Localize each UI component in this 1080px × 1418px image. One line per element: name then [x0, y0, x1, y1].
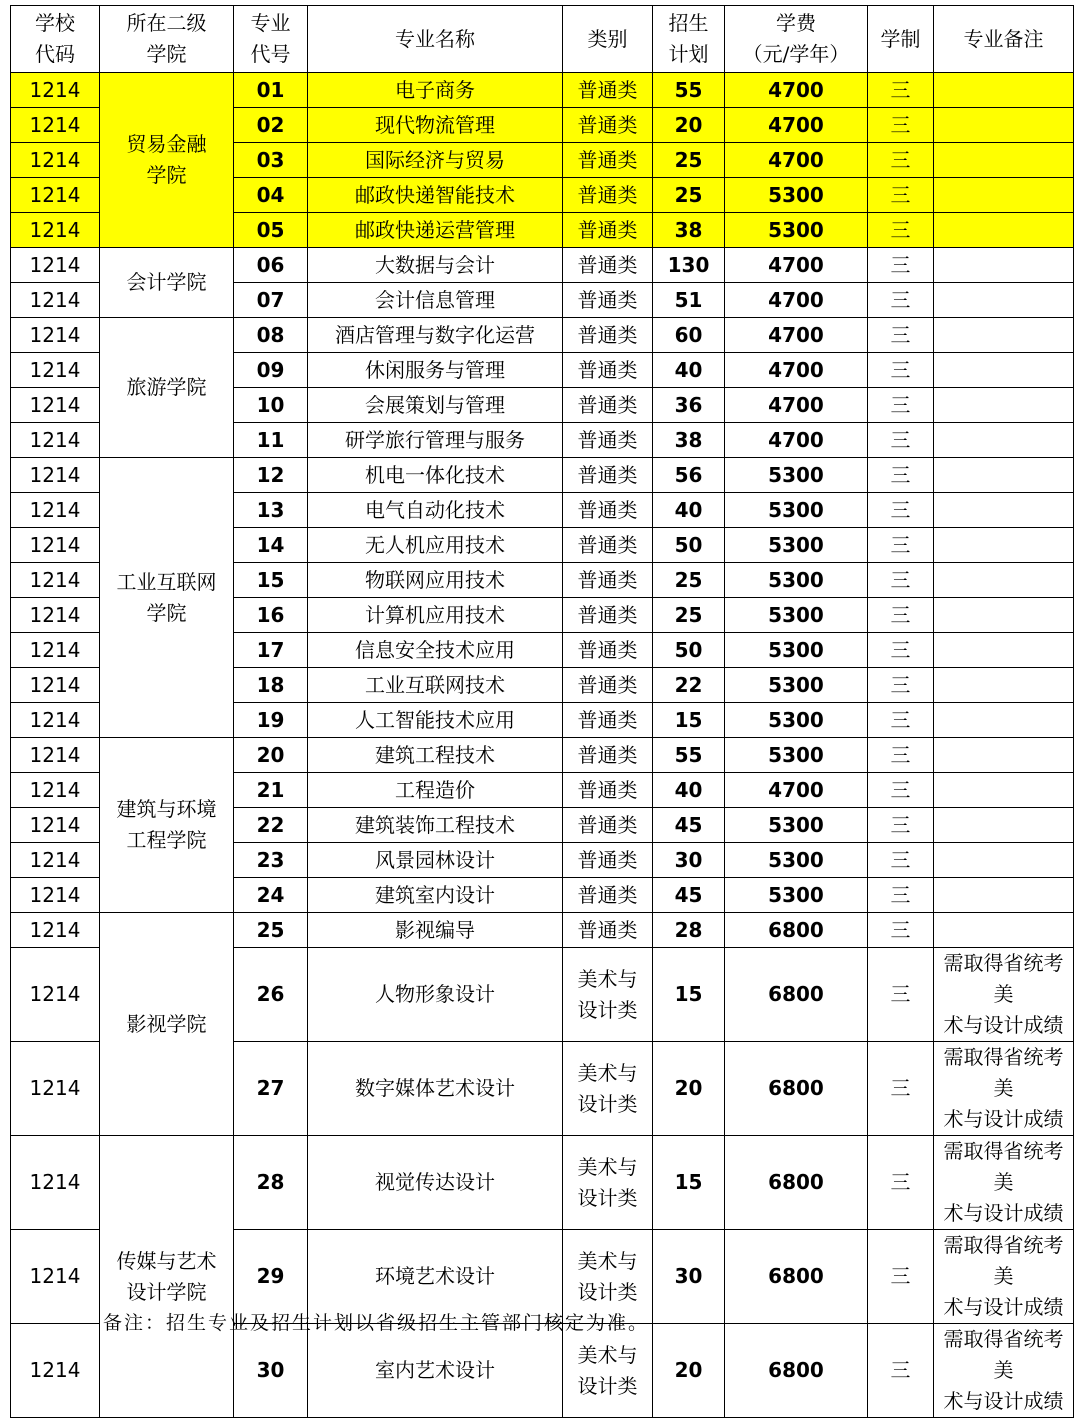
- duration-cell: 三: [868, 913, 934, 948]
- school-code-cell: 1214: [11, 703, 100, 738]
- duration-cell: 三: [868, 948, 934, 1042]
- plan-cell: 20: [653, 108, 725, 143]
- college-cell: 建筑与环境 工程学院: [100, 738, 234, 913]
- major-code-cell: 27: [234, 1042, 308, 1136]
- school-code-cell: 1214: [11, 598, 100, 633]
- major-code-cell: 29: [234, 1230, 308, 1324]
- duration-cell: 三: [868, 318, 934, 353]
- major-code-cell: 11: [234, 423, 308, 458]
- plan-cell: 15: [653, 703, 725, 738]
- major-name-cell: 环境艺术设计: [308, 1230, 563, 1324]
- school-code-cell: 1214: [11, 353, 100, 388]
- major-code-cell: 21: [234, 773, 308, 808]
- major-name-cell: 建筑工程技术: [308, 738, 563, 773]
- category-cell: 美术与 设计类: [563, 948, 653, 1042]
- school-code-cell: 1214: [11, 528, 100, 563]
- duration-cell: 三: [868, 283, 934, 318]
- category-cell: 普通类: [563, 178, 653, 213]
- tuition-cell: 4700: [725, 143, 868, 178]
- tuition-cell: 4700: [725, 423, 868, 458]
- remark-cell: [934, 738, 1074, 773]
- college-cell: 传媒与艺术 设计学院: [100, 1136, 234, 1418]
- school-code-cell: 1214: [11, 1324, 100, 1418]
- school-code-cell: 1214: [11, 878, 100, 913]
- major-code-cell: 07: [234, 283, 308, 318]
- major-code-cell: 24: [234, 878, 308, 913]
- remark-cell: [934, 808, 1074, 843]
- major-name-cell: 信息安全技术应用: [308, 633, 563, 668]
- major-code-cell: 25: [234, 913, 308, 948]
- table-row: [11, 318, 1074, 353]
- major-name-cell: 研学旅行管理与服务: [308, 423, 563, 458]
- remark-cell: [934, 423, 1074, 458]
- remark-cell: [934, 143, 1074, 178]
- major-name-cell: 邮政快递智能技术: [308, 178, 563, 213]
- plan-cell: 30: [653, 843, 725, 878]
- tuition-cell: 4700: [725, 73, 868, 108]
- school-code-cell: 1214: [11, 913, 100, 948]
- tuition-cell: 5300: [725, 703, 868, 738]
- remark-cell: [934, 703, 1074, 738]
- duration-cell: 三: [868, 353, 934, 388]
- category-cell: 普通类: [563, 458, 653, 493]
- plan-cell: 50: [653, 633, 725, 668]
- major-name-cell: 建筑装饰工程技术: [308, 808, 563, 843]
- admissions-table: [10, 5, 1074, 1418]
- school-code-cell: 1214: [11, 213, 100, 248]
- header-school-code: 学校 代码: [11, 6, 100, 73]
- remark-cell: 需取得省统考美 术与设计成绩: [934, 1324, 1074, 1418]
- duration-cell: 三: [868, 143, 934, 178]
- tuition-cell: 6800: [725, 1230, 868, 1324]
- category-cell: 普通类: [563, 633, 653, 668]
- tuition-cell: 4700: [725, 108, 868, 143]
- tuition-cell: 4700: [725, 353, 868, 388]
- duration-cell: 三: [868, 738, 934, 773]
- category-cell: 普通类: [563, 528, 653, 563]
- remark-cell: [934, 388, 1074, 423]
- remark-cell: [934, 73, 1074, 108]
- duration-cell: 三: [868, 248, 934, 283]
- school-code-cell: 1214: [11, 1136, 100, 1230]
- remark-cell: [934, 528, 1074, 563]
- tuition-cell: 5300: [725, 493, 868, 528]
- header-major-name: 专业名称: [308, 6, 563, 73]
- major-name-cell: 电子商务: [308, 73, 563, 108]
- plan-cell: 15: [653, 948, 725, 1042]
- school-code-cell: 1214: [11, 73, 100, 108]
- tuition-cell: 5300: [725, 598, 868, 633]
- plan-cell: 38: [653, 213, 725, 248]
- major-code-cell: 16: [234, 598, 308, 633]
- category-cell: 普通类: [563, 913, 653, 948]
- major-code-cell: 09: [234, 353, 308, 388]
- major-code-cell: 03: [234, 143, 308, 178]
- tuition-cell: 5300: [725, 843, 868, 878]
- category-cell: 普通类: [563, 703, 653, 738]
- duration-cell: 三: [868, 843, 934, 878]
- major-name-cell: 机电一体化技术: [308, 458, 563, 493]
- plan-cell: 36: [653, 388, 725, 423]
- category-cell: 普通类: [563, 108, 653, 143]
- category-cell: 普通类: [563, 808, 653, 843]
- major-name-cell: 视觉传达设计: [308, 1136, 563, 1230]
- school-code-cell: 1214: [11, 738, 100, 773]
- duration-cell: 三: [868, 598, 934, 633]
- header-plan: 招生 计划: [653, 6, 725, 73]
- remark-cell: 需取得省统考美 术与设计成绩: [934, 948, 1074, 1042]
- college-cell: 贸易金融 学院: [100, 73, 234, 248]
- plan-cell: 40: [653, 353, 725, 388]
- header-tuition: 学费 （元/学年）: [725, 6, 868, 73]
- plan-cell: 40: [653, 493, 725, 528]
- remark-cell: [934, 493, 1074, 528]
- major-code-cell: 05: [234, 213, 308, 248]
- duration-cell: 三: [868, 108, 934, 143]
- remark-cell: [934, 913, 1074, 948]
- plan-cell: 20: [653, 1042, 725, 1136]
- table-body: [11, 73, 1074, 1418]
- category-cell: 普通类: [563, 493, 653, 528]
- category-cell: 普通类: [563, 563, 653, 598]
- remark-cell: 需取得省统考美 术与设计成绩: [934, 1230, 1074, 1324]
- category-cell: 普通类: [563, 388, 653, 423]
- major-code-cell: 06: [234, 248, 308, 283]
- school-code-cell: 1214: [11, 1042, 100, 1136]
- major-name-cell: 数字媒体艺术设计: [308, 1042, 563, 1136]
- plan-cell: 60: [653, 318, 725, 353]
- tuition-cell: 4700: [725, 318, 868, 353]
- major-code-cell: 02: [234, 108, 308, 143]
- duration-cell: 三: [868, 178, 934, 213]
- remark-cell: [934, 318, 1074, 353]
- school-code-cell: 1214: [11, 248, 100, 283]
- category-cell: 美术与 设计类: [563, 1230, 653, 1324]
- header-college: 所在二级 学院: [100, 6, 234, 73]
- tuition-cell: 5300: [725, 738, 868, 773]
- tuition-cell: 5300: [725, 633, 868, 668]
- duration-cell: 三: [868, 668, 934, 703]
- table-row: [11, 913, 1074, 948]
- remark-cell: [934, 178, 1074, 213]
- category-cell: 普通类: [563, 423, 653, 458]
- tuition-cell: 5300: [725, 178, 868, 213]
- tuition-cell: 5300: [725, 458, 868, 493]
- category-cell: 普通类: [563, 213, 653, 248]
- remark-cell: [934, 843, 1074, 878]
- plan-cell: 28: [653, 913, 725, 948]
- remark-cell: [934, 248, 1074, 283]
- duration-cell: 三: [868, 528, 934, 563]
- major-code-cell: 19: [234, 703, 308, 738]
- category-cell: 普通类: [563, 248, 653, 283]
- major-name-cell: 无人机应用技术: [308, 528, 563, 563]
- category-cell: 普通类: [563, 143, 653, 178]
- table-row: [11, 73, 1074, 108]
- tuition-cell: 5300: [725, 808, 868, 843]
- school-code-cell: 1214: [11, 388, 100, 423]
- category-cell: 普通类: [563, 668, 653, 703]
- school-code-cell: 1214: [11, 108, 100, 143]
- major-name-cell: 酒店管理与数字化运营: [308, 318, 563, 353]
- plan-cell: 25: [653, 178, 725, 213]
- plan-cell: 51: [653, 283, 725, 318]
- duration-cell: 三: [868, 1230, 934, 1324]
- tuition-cell: 5300: [725, 213, 868, 248]
- remark-cell: [934, 668, 1074, 703]
- tuition-cell: 6800: [725, 1042, 868, 1136]
- duration-cell: 三: [868, 773, 934, 808]
- major-name-cell: 室内艺术设计: [308, 1324, 563, 1418]
- school-code-cell: 1214: [11, 808, 100, 843]
- school-code-cell: 1214: [11, 318, 100, 353]
- remark-cell: [934, 773, 1074, 808]
- school-code-cell: 1214: [11, 283, 100, 318]
- major-name-cell: 建筑室内设计: [308, 878, 563, 913]
- table-row: [11, 738, 1074, 773]
- tuition-cell: 5300: [725, 878, 868, 913]
- duration-cell: 三: [868, 458, 934, 493]
- major-name-cell: 会计信息管理: [308, 283, 563, 318]
- school-code-cell: 1214: [11, 843, 100, 878]
- major-code-cell: 17: [234, 633, 308, 668]
- duration-cell: 三: [868, 493, 934, 528]
- header-row: [11, 6, 1074, 73]
- major-name-cell: 工程造价: [308, 773, 563, 808]
- major-code-cell: 13: [234, 493, 308, 528]
- school-code-cell: 1214: [11, 773, 100, 808]
- major-name-cell: 休闲服务与管理: [308, 353, 563, 388]
- tuition-cell: 4700: [725, 773, 868, 808]
- category-cell: 普通类: [563, 318, 653, 353]
- school-code-cell: 1214: [11, 178, 100, 213]
- plan-cell: 50: [653, 528, 725, 563]
- major-name-cell: 会展策划与管理: [308, 388, 563, 423]
- category-cell: 普通类: [563, 73, 653, 108]
- plan-cell: 30: [653, 1230, 725, 1324]
- remark-cell: [934, 283, 1074, 318]
- major-name-cell: 计算机应用技术: [308, 598, 563, 633]
- tuition-cell: 6800: [725, 913, 868, 948]
- major-name-cell: 人物形象设计: [308, 948, 563, 1042]
- duration-cell: 三: [868, 1136, 934, 1230]
- remark-cell: [934, 563, 1074, 598]
- plan-cell: 25: [653, 563, 725, 598]
- table-row: [11, 458, 1074, 493]
- remark-cell: 需取得省统考美 术与设计成绩: [934, 1042, 1074, 1136]
- remark-cell: [934, 598, 1074, 633]
- school-code-cell: 1214: [11, 633, 100, 668]
- major-name-cell: 风景园林设计: [308, 843, 563, 878]
- major-code-cell: 10: [234, 388, 308, 423]
- category-cell: 普通类: [563, 773, 653, 808]
- header-major-code: 专业 代号: [234, 6, 308, 73]
- tuition-cell: 5300: [725, 668, 868, 703]
- header-remark: 专业备注: [934, 6, 1074, 73]
- school-code-cell: 1214: [11, 563, 100, 598]
- plan-cell: 22: [653, 668, 725, 703]
- duration-cell: 三: [868, 633, 934, 668]
- plan-cell: 130: [653, 248, 725, 283]
- tuition-cell: 4700: [725, 248, 868, 283]
- header-duration: 学制: [868, 6, 934, 73]
- school-code-cell: 1214: [11, 668, 100, 703]
- remark-cell: 需取得省统考美 术与设计成绩: [934, 1136, 1074, 1230]
- header-category: 类别: [563, 6, 653, 73]
- major-code-cell: 28: [234, 1136, 308, 1230]
- college-cell: 旅游学院: [100, 318, 234, 458]
- table-row: [11, 248, 1074, 283]
- plan-cell: 45: [653, 808, 725, 843]
- category-cell: 美术与 设计类: [563, 1042, 653, 1136]
- category-cell: 普通类: [563, 738, 653, 773]
- major-name-cell: 现代物流管理: [308, 108, 563, 143]
- tuition-cell: 6800: [725, 1136, 868, 1230]
- college-cell: 工业互联网 学院: [100, 458, 234, 738]
- plan-cell: 45: [653, 878, 725, 913]
- school-code-cell: 1214: [11, 948, 100, 1042]
- tuition-cell: 6800: [725, 1324, 868, 1418]
- major-code-cell: 15: [234, 563, 308, 598]
- duration-cell: 三: [868, 1324, 934, 1418]
- plan-cell: 55: [653, 738, 725, 773]
- plan-cell: 56: [653, 458, 725, 493]
- duration-cell: 三: [868, 703, 934, 738]
- major-name-cell: 工业互联网技术: [308, 668, 563, 703]
- college-cell: 影视学院: [100, 913, 234, 1136]
- school-code-cell: 1214: [11, 493, 100, 528]
- remark-cell: [934, 213, 1074, 248]
- footnote: 备注：招生专业及招生计划以省级招生主管部门核定为准。: [103, 1312, 650, 1334]
- major-code-cell: 12: [234, 458, 308, 493]
- plan-cell: 40: [653, 773, 725, 808]
- major-code-cell: 08: [234, 318, 308, 353]
- major-code-cell: 23: [234, 843, 308, 878]
- plan-cell: 55: [653, 73, 725, 108]
- remark-cell: [934, 353, 1074, 388]
- tuition-cell: 4700: [725, 388, 868, 423]
- major-code-cell: 26: [234, 948, 308, 1042]
- tuition-cell: 4700: [725, 283, 868, 318]
- category-cell: 普通类: [563, 878, 653, 913]
- major-code-cell: 18: [234, 668, 308, 703]
- school-code-cell: 1214: [11, 423, 100, 458]
- plan-cell: 25: [653, 143, 725, 178]
- table-row: [11, 1136, 1074, 1230]
- tuition-cell: 5300: [725, 563, 868, 598]
- major-code-cell: 01: [234, 73, 308, 108]
- major-code-cell: 22: [234, 808, 308, 843]
- category-cell: 美术与 设计类: [563, 1136, 653, 1230]
- major-code-cell: 20: [234, 738, 308, 773]
- duration-cell: 三: [868, 388, 934, 423]
- duration-cell: 三: [868, 1042, 934, 1136]
- category-cell: 普通类: [563, 598, 653, 633]
- duration-cell: 三: [868, 423, 934, 458]
- plan-cell: 38: [653, 423, 725, 458]
- tuition-cell: 6800: [725, 948, 868, 1042]
- plan-cell: 20: [653, 1324, 725, 1418]
- school-code-cell: 1214: [11, 1230, 100, 1324]
- category-cell: 普通类: [563, 353, 653, 388]
- school-code-cell: 1214: [11, 458, 100, 493]
- school-code-cell: 1214: [11, 143, 100, 178]
- duration-cell: 三: [868, 213, 934, 248]
- major-code-cell: 30: [234, 1324, 308, 1418]
- plan-cell: 25: [653, 598, 725, 633]
- remark-cell: [934, 878, 1074, 913]
- category-cell: 普通类: [563, 843, 653, 878]
- major-name-cell: 人工智能技术应用: [308, 703, 563, 738]
- college-cell: 会计学院: [100, 248, 234, 318]
- duration-cell: 三: [868, 73, 934, 108]
- major-name-cell: 物联网应用技术: [308, 563, 563, 598]
- major-name-cell: 邮政快递运营管理: [308, 213, 563, 248]
- duration-cell: 三: [868, 808, 934, 843]
- major-name-cell: 大数据与会计: [308, 248, 563, 283]
- major-name-cell: 国际经济与贸易: [308, 143, 563, 178]
- category-cell: 美术与 设计类: [563, 1324, 653, 1418]
- remark-cell: [934, 108, 1074, 143]
- major-name-cell: 电气自动化技术: [308, 493, 563, 528]
- category-cell: 普通类: [563, 283, 653, 318]
- major-code-cell: 04: [234, 178, 308, 213]
- remark-cell: [934, 633, 1074, 668]
- duration-cell: 三: [868, 878, 934, 913]
- remark-cell: [934, 458, 1074, 493]
- tuition-cell: 5300: [725, 528, 868, 563]
- duration-cell: 三: [868, 563, 934, 598]
- plan-cell: 15: [653, 1136, 725, 1230]
- major-code-cell: 14: [234, 528, 308, 563]
- major-name-cell: 影视编导: [308, 913, 563, 948]
